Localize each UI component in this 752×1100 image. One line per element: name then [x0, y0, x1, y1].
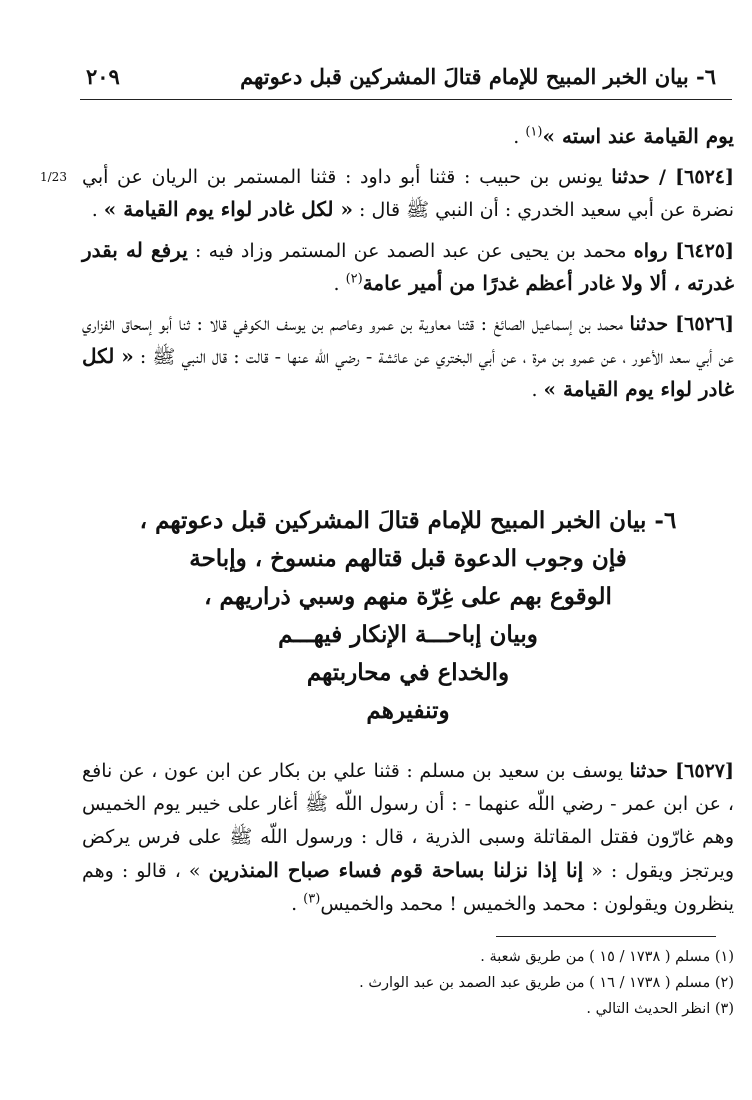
hadith-list — [82, 120, 734, 414]
prophetic-quote: « لكل غادر لواء يوم القيامة » — [82, 344, 734, 401]
footnote-rule — [496, 936, 716, 937]
isnad-text: محمد بن يحيى عن عبد الصمد عن المستمر وزاد فيه : — [187, 240, 634, 262]
chapter-heading-line: والخداع في محاربتهم — [306, 659, 510, 686]
footnote-marker: (١) — [525, 124, 543, 140]
hadith-6524 — [82, 161, 734, 226]
chapter-heading-line: ٦- بيان الخبر المبيح للإمام قتالَ المشركين قبل دعوتهم ، — [139, 507, 677, 534]
sentence-end: . — [333, 273, 346, 295]
footnote-marker: (٣) — [303, 891, 321, 907]
prophetic-quote: « لكل غادر لواء يوم القيامة » — [103, 197, 353, 221]
hadith-opening: حدثنا — [611, 166, 650, 188]
running-header — [82, 62, 716, 98]
footnote-3: (٣) انظر الحديث التالي . — [586, 1001, 734, 1017]
hadith-6527 — [82, 755, 734, 921]
chapter-heading-line: وتنفيرهم — [366, 697, 450, 724]
hadith-6425 — [82, 234, 734, 300]
chapter-heading — [82, 502, 734, 730]
footnote-marker: (٢) — [345, 271, 363, 287]
hadith-6526 — [82, 308, 734, 406]
running-header-title: ٦- بيان الخبر المبيح للإمام قتالَ المشركين قبل دعوتهم — [240, 64, 716, 89]
hadith-continuation — [82, 120, 734, 153]
margin-note: 1/23 — [40, 170, 67, 184]
chapter-heading-line: فإن وجوب الدعوة قبل قتالهم منسوخ ، وإباحة — [189, 545, 627, 572]
footnotes — [82, 944, 734, 1022]
chapter-heading-line: وبيان إباحـــة الإنكار فيهـــم — [278, 621, 538, 648]
page-number: ٢٠٩ — [86, 64, 120, 89]
narration-text: » ، قالو : وهم ينظرون ويقولون : محمد والخميس ! محمد والخميس — [82, 860, 734, 915]
hadith-opening: حدثنا — [629, 313, 669, 335]
chapter-heading-line: الوقوع بهم على غِرّة منهم وسبي ذراريهم ، — [204, 583, 612, 610]
isnad-text: يوسف بن سعيد بن مسلم : قثنا علي بن بكار عن ابن عون ، عن نافع ، عن ابن عمر - رضي اللّه عنهما - : أن رسول اللّه ﷺ أغار على خيبر يوم الخميس وهم غارّون فقتل المقاتلة وسبى الذرية ، قال : ورسول اللّه ﷺ على فرس يركض ويرتجز ويقول : « — [82, 760, 734, 882]
hadith-number: [٦٥٢٦] — [668, 313, 734, 335]
sentence-end: . — [513, 126, 526, 148]
sentence-end: . — [291, 893, 304, 915]
prophetic-quote: إنا إذا نزلنا بساحة قوم فساء صباح المنذرين — [208, 858, 584, 882]
sentence-end: . — [531, 379, 544, 401]
footnote-2: (٢) مسلم ( ١٧٣٨ / ١٦ ) من طريق عبد الصمد بن عبد الوارث . — [359, 975, 734, 991]
isnad-text: محمد بن إسماعيل الصائغ : قثنا معاوية بن عمرو وعاصم بن يوسف الكوفي قالا : ثنا أبو إسحاق الفزاري عن أبي سعد الأعور ، عن عمرو بن مرة ، عن أبي البختري عن عائشة - رضي اللّه عنها - قالت : قال النبي ﷺ : — [82, 313, 734, 368]
footnote-1: (١) مسلم ( ١٧٣٨ / ١٥ ) من طريق شعبة . — [480, 949, 734, 965]
prophetic-quote: يوم القيامة عند استه » — [542, 124, 734, 148]
hadith-opening: حدثنا — [629, 760, 668, 782]
prophetic-quote: يرفع له بقدر غدرته ، ألا ولا غادر أعظم غدرًا من أمير عامة — [82, 238, 734, 295]
isnad-text: يونس بن حبيب : قثنا أبو داود : قثنا المستمر بن الريان عن أبي نضرة عن أبي سعيد الخدري : أن النبي ﷺ قال : — [82, 166, 734, 221]
hadith-number: [٦٤٢٥] — [667, 240, 735, 262]
header-rule — [80, 99, 732, 100]
hadith-opening: رواه — [633, 240, 668, 262]
hadith-number: [٦٥٢٧] — [668, 760, 734, 782]
sentence-end: . — [91, 199, 104, 221]
hadith-number: [٦٥٢٤] / — [649, 166, 734, 188]
